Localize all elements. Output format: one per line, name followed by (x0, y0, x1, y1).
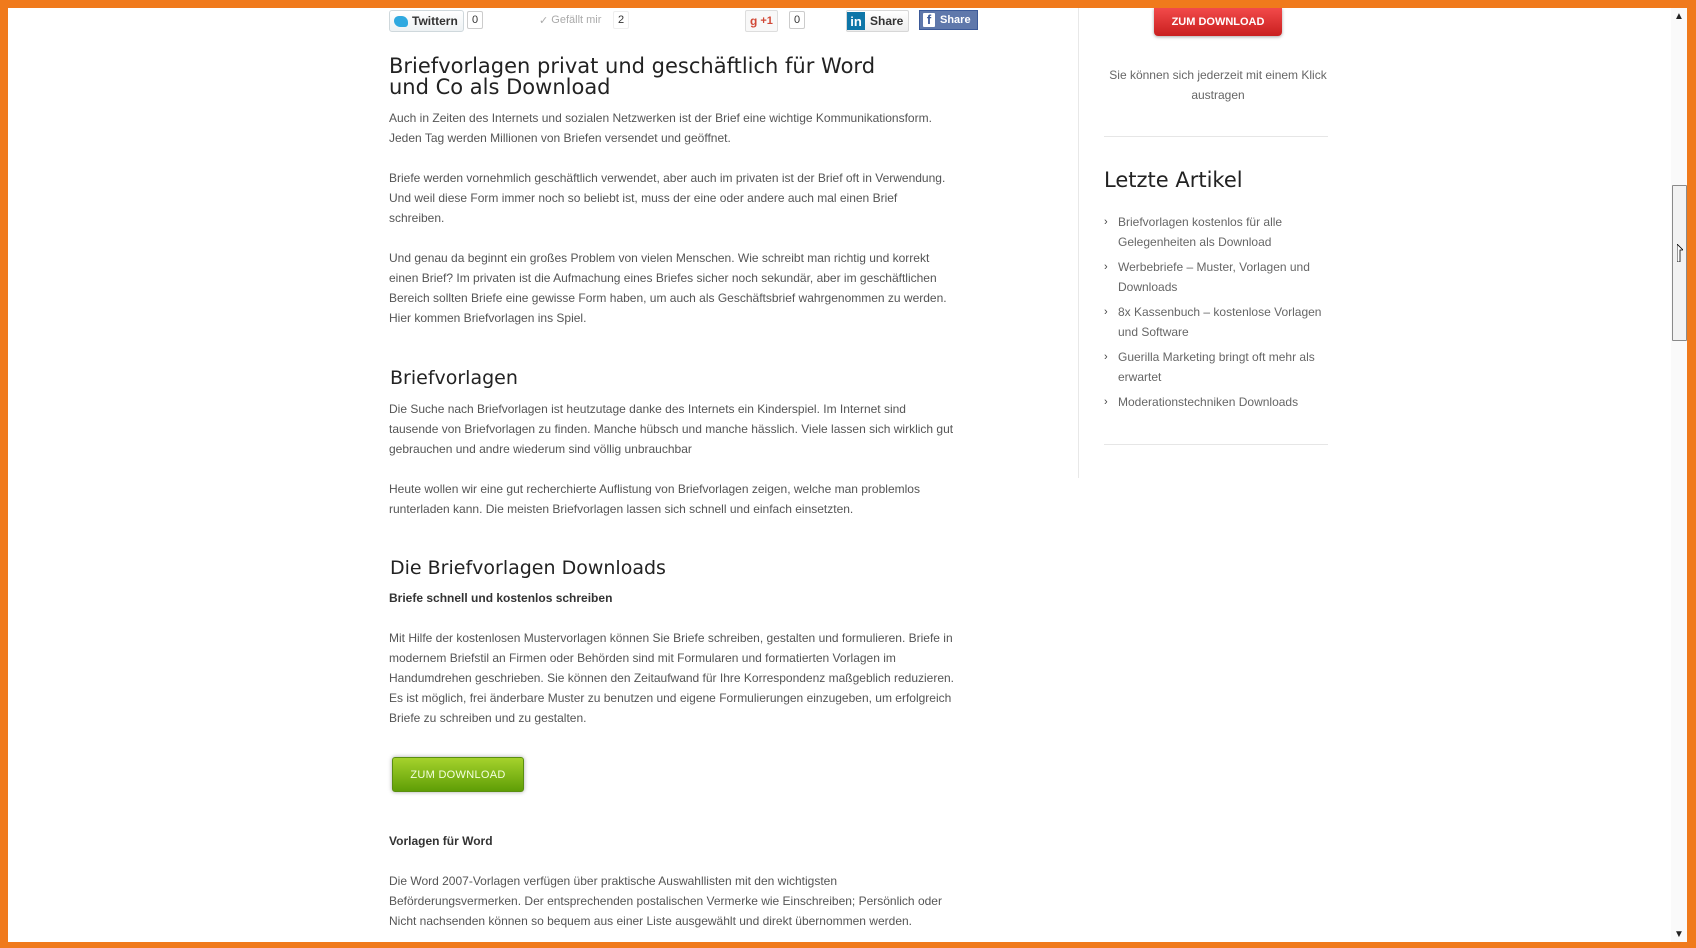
gplus-button[interactable] (745, 10, 778, 32)
facebook-icon: f (923, 13, 935, 27)
recent-articles-list (1104, 212, 1332, 417)
section-2-paragraph-1: Mit Hilfe der kostenlosen Mustervorlagen können Sie Briefe schreiben, gestalten und formulieren. Briefe in modernem Briefstil an Firmen oder Behörden sind mit Formularen und formatierten Vorlagen im Handumdrehen geschrieben. Sie können den Zeitaufwand für Ihre Korrespondenz maßgeblich reduzieren. Es ist möglich, frei änderbare Muster zu benutzen und eigene Formulierungen einzugeben, um erfolgreich Briefe zu schreiben und zu gestalten. (389, 631, 955, 725)
linkedin-share-button[interactable] (846, 10, 909, 32)
gplus-icon: g (750, 14, 758, 28)
recent-article-item[interactable] (1104, 212, 1332, 252)
like-button[interactable] (539, 10, 601, 30)
section-1-paragraph-1: Die Suche nach Briefvorlagen ist heutzutage danke des Internets ein Kinderspiel. Im Internet sind tausende von Briefvorlagen zu finden. Manche hübsch und manche hässlich. Viele lassen sich wirklich gut gebrauchen und andre wiederum sind völlig unbrauchbar (389, 402, 954, 456)
facebook-label: Share (940, 14, 971, 26)
section-heading-downloads: Die Briefvorlagen Downloads (390, 557, 666, 579)
recent-article-item[interactable] (1104, 392, 1332, 412)
recent-article-link[interactable]: Briefvorlagen kostenlos für alle Gelegenheiten als Download (1118, 215, 1283, 249)
twitter-label: Twittern (412, 14, 458, 28)
sidebar-divider (1078, 8, 1079, 478)
sidebar-download-button[interactable] (1154, 8, 1282, 36)
sidebar-separator-bottom (1104, 444, 1328, 445)
recent-article-item[interactable] (1104, 257, 1332, 297)
twitter-button[interactable] (389, 10, 464, 32)
vertical-scrollbar[interactable] (1671, 8, 1687, 942)
recent-article-item[interactable] (1104, 347, 1332, 387)
download-button-label: ZUM DOWNLOAD (410, 768, 506, 781)
scroll-up-arrow-icon[interactable]: ▲ (1674, 10, 1684, 22)
like-count: 2 (613, 10, 629, 30)
facebook-share-button[interactable] (919, 10, 978, 30)
twitter-count: 0 (467, 10, 483, 30)
chevron-right-icon: › (1104, 216, 1108, 228)
share-bar (389, 10, 989, 32)
chevron-right-icon: › (1104, 261, 1108, 273)
mouse-cursor-icon (1677, 244, 1683, 262)
scrollbar-thumb[interactable] (1672, 185, 1687, 341)
recent-article-link[interactable]: Moderationstechniken Downloads (1118, 395, 1299, 409)
gplus-label: +1 (760, 15, 773, 27)
section-1-paragraph-2: Heute wollen wir eine gut recherchierte Auflistung von Briefvorlagen zeigen, welche man problemlos runterladen kann. Die meisten Briefvorlagen lassen sich schnell und einfach einsetzten. (389, 482, 920, 516)
download-button[interactable] (392, 757, 524, 792)
section-2-subheading: Briefe schnell und kostenlos schreiben (389, 591, 613, 605)
intro-paragraph-3: Und genau da beginnt ein großes Problem von vielen Menschen. Wie schreibt man richtig und korrekt einen Brief? Im privaten ist die Aufmachung eines Briefes sicher noch sekundär, aber im geschäftlichen Bereich sollten Briefe eine gewisse Form haben, um auch als Geschäftsbrief wahrgenommen zu werden. Hier kommen Briefvorlagen ins Spiel. (389, 251, 947, 325)
article-title: Briefvorlagen privat und geschäftlich für Word und Co als Download (389, 54, 876, 99)
check-icon: ✓ (539, 14, 552, 27)
recent-article-link[interactable]: Guerilla Marketing bringt oft mehr als erwartet (1118, 350, 1315, 384)
recent-article-link[interactable]: 8x Kassenbuch – kostenlose Vorlagen und Software (1118, 305, 1322, 339)
chevron-right-icon: › (1104, 351, 1108, 363)
intro-paragraph-2: Briefe werden vornehmlich geschäftlich verwendet, aber auch im privaten ist der Brief oft in Verwendung. Und weil diese Form immer noch so beliebt ist, muss der eine oder andere auch mal einen Brief schreiben. (389, 171, 946, 225)
unsubscribe-note: Sie können sich jederzeit mit einem Klick austragen (1109, 68, 1327, 102)
linkedin-icon: in (847, 12, 865, 30)
like-label: Gefällt mir (551, 14, 602, 26)
linkedin-label: Share (870, 14, 904, 28)
intro-paragraph-1: Auch in Zeiten des Internets und sozialen Netzwerken ist der Brief eine wichtige Kommunikationsform. Jeden Tag werden Millionen von Briefen versendet und geöffnet. (389, 111, 932, 145)
recent-articles-title: Letzte Artikel (1104, 168, 1243, 192)
sidebar-download-label: ZUM DOWNLOAD (1171, 16, 1265, 28)
chevron-right-icon: › (1104, 396, 1108, 408)
chevron-right-icon: › (1104, 306, 1108, 318)
recent-article-item[interactable] (1104, 302, 1332, 342)
word-paragraph-1: Die Word 2007-Vorlagen verfügen über praktische Auswahllisten mit den wichtigsten Beförderungsvermerken. Der entsprechenden postalischen Vermerke wie Einschreiben; Persönlich oder Nicht nachsenden können so bequem aus einer Liste ausgewählt und direkt übernommen werden. (389, 874, 942, 928)
section-heading-briefvorlagen: Briefvorlagen (390, 367, 518, 389)
word-subheading: Vorlagen für Word (389, 834, 493, 848)
sidebar-separator-top (1104, 136, 1328, 137)
twitter-bird-icon (394, 16, 408, 27)
gplus-count: 0 (789, 10, 805, 30)
recent-article-link[interactable]: Werbebriefe – Muster, Vorlagen und Downloads (1118, 260, 1310, 294)
scroll-down-arrow-icon[interactable]: ▼ (1674, 928, 1684, 940)
